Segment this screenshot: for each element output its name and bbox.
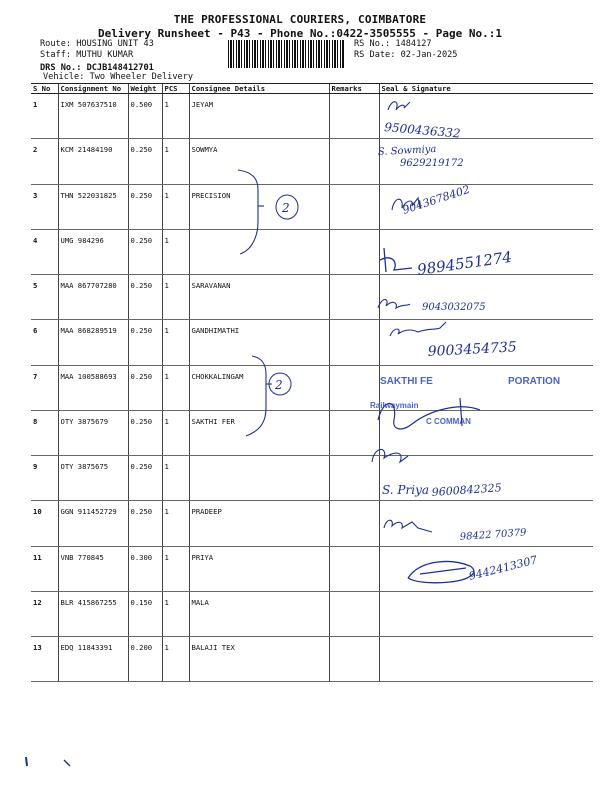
cell-weight: 0.250 bbox=[128, 139, 162, 184]
cell-remarks bbox=[329, 184, 379, 229]
runsheet-table bbox=[31, 83, 593, 682]
cell-remarks bbox=[329, 229, 379, 274]
phone-1: 9500436332 bbox=[383, 120, 462, 141]
cell-consignee: PRIYA bbox=[189, 546, 329, 591]
col-header-sno: S No bbox=[31, 84, 58, 94]
cell-consignment-no: THN 522031825 bbox=[58, 184, 128, 229]
cell-consignee: SARAVANAN bbox=[189, 275, 329, 320]
table-row bbox=[31, 184, 593, 229]
cell-consignment-no: MAA 100588693 bbox=[58, 365, 128, 410]
cell-consignment-no: VNB 770845 bbox=[58, 546, 128, 591]
cell-sno: 2 bbox=[31, 139, 58, 184]
stray-mark-2 bbox=[64, 760, 70, 766]
cell-sno: 9 bbox=[31, 456, 58, 501]
cell-weight: 0.200 bbox=[128, 637, 162, 682]
cell-consignment-no: MAA 867707280 bbox=[58, 275, 128, 320]
cell-remarks bbox=[329, 320, 379, 365]
cell-pcs: 1 bbox=[162, 637, 189, 682]
cell-consignee: SOWMYA bbox=[189, 139, 329, 184]
cell-weight: 0.250 bbox=[128, 410, 162, 455]
cell-pcs: 1 bbox=[162, 229, 189, 274]
cell-signature bbox=[379, 456, 593, 501]
cell-remarks bbox=[329, 591, 379, 636]
cell-remarks bbox=[329, 139, 379, 184]
table-header-row bbox=[31, 84, 593, 94]
rs-number: RS No.: 1484127 bbox=[354, 39, 432, 49]
cell-sno: 12 bbox=[31, 591, 58, 636]
col-header-consignment: Consignment No bbox=[58, 84, 128, 94]
cell-weight: 0.250 bbox=[128, 184, 162, 229]
cell-weight: 0.250 bbox=[128, 365, 162, 410]
cell-consignment-no: MAA 868289519 bbox=[58, 320, 128, 365]
group-mark-1: 2 bbox=[282, 201, 290, 215]
cell-signature bbox=[379, 410, 593, 455]
phone-5: 9894551274 bbox=[416, 247, 514, 279]
name-2: S. Sowmiya bbox=[377, 143, 437, 158]
cell-consignee: SAKTHI FER bbox=[189, 410, 329, 455]
cell-consignment-no: IXM 507637510 bbox=[58, 94, 128, 139]
cell-signature bbox=[379, 229, 593, 274]
cell-consignment-no: UMG 984296 bbox=[58, 229, 128, 274]
cell-consignment-no: OTY 3875679 bbox=[58, 410, 128, 455]
company-title: THE PROFESSIONAL COURIERS, COIMBATORE bbox=[173, 13, 427, 26]
phone-2: 9629219172 bbox=[400, 158, 464, 169]
cell-remarks bbox=[329, 365, 379, 410]
table-row bbox=[31, 320, 593, 365]
cell-consignee: CHOKKALINGAM bbox=[189, 365, 329, 410]
cell-signature bbox=[379, 591, 593, 636]
table-row bbox=[31, 456, 593, 501]
rs-date: RS Date: 02-Jan-2025 bbox=[354, 50, 458, 60]
table-row bbox=[31, 94, 593, 139]
cell-consignee bbox=[189, 456, 329, 501]
phone-6: 9043032075 bbox=[422, 302, 486, 313]
cell-consignment-no: GGN 911452729 bbox=[58, 501, 128, 546]
cell-consignee: PRECISION bbox=[189, 184, 329, 229]
phone-13: 9442413307 bbox=[467, 553, 539, 583]
cell-pcs: 1 bbox=[162, 320, 189, 365]
drs-label: DRS No.: DCJB148412701 bbox=[40, 63, 154, 73]
stray-mark-1 bbox=[26, 757, 27, 766]
cell-pcs: 1 bbox=[162, 275, 189, 320]
runsheet-subtitle: Delivery Runsheet - P43 - Phone No.:0422-3505555 - Page No.:1 bbox=[98, 27, 502, 40]
cell-consignee: PRADEEP bbox=[189, 501, 329, 546]
cell-signature bbox=[379, 501, 593, 546]
cell-sno: 13 bbox=[31, 637, 58, 682]
col-header-consignee: Consignee Details bbox=[189, 84, 329, 94]
cell-pcs: 1 bbox=[162, 546, 189, 591]
seal-line-1b: PORATION bbox=[508, 376, 561, 387]
table-row bbox=[31, 546, 593, 591]
cell-consignment-no: KCM 21484190 bbox=[58, 139, 128, 184]
phone-7: 9003454735 bbox=[427, 339, 518, 360]
barcode bbox=[228, 40, 345, 68]
phone-3: 9043678402 bbox=[400, 182, 472, 217]
cell-signature bbox=[379, 184, 593, 229]
cell-signature bbox=[379, 275, 593, 320]
cell-consignee: BALAJI TEX bbox=[189, 637, 329, 682]
cell-weight: 0.150 bbox=[128, 591, 162, 636]
cell-remarks bbox=[329, 275, 379, 320]
cell-signature bbox=[379, 637, 593, 682]
cell-pcs: 1 bbox=[162, 139, 189, 184]
group-mark-2: 2 bbox=[275, 378, 283, 392]
cell-weight: 0.250 bbox=[128, 275, 162, 320]
seal-line-2: Railwaymain bbox=[370, 401, 419, 410]
cell-weight: 0.250 bbox=[128, 501, 162, 546]
cell-pcs: 1 bbox=[162, 456, 189, 501]
cell-remarks bbox=[329, 456, 379, 501]
cell-remarks bbox=[329, 637, 379, 682]
cell-remarks bbox=[329, 410, 379, 455]
table-row bbox=[31, 501, 593, 546]
cell-consignment-no: EDQ 11843391 bbox=[58, 637, 128, 682]
cell-sno: 3 bbox=[31, 184, 58, 229]
name-11: S. Priya bbox=[382, 483, 430, 497]
seal-line-1: SAKTHI FE bbox=[380, 376, 433, 387]
cell-sno: 11 bbox=[31, 546, 58, 591]
cell-consignee: GANDHIMATHI bbox=[189, 320, 329, 365]
cell-pcs: 1 bbox=[162, 94, 189, 139]
table-row bbox=[31, 365, 593, 410]
seal-line-3: C COMMAN bbox=[426, 417, 471, 426]
cell-remarks bbox=[329, 501, 379, 546]
cell-signature bbox=[379, 546, 593, 591]
col-header-pcs: PCS bbox=[162, 84, 189, 94]
cell-signature bbox=[379, 320, 593, 365]
cell-consignee bbox=[189, 229, 329, 274]
table-row bbox=[31, 410, 593, 455]
col-header-weight: Weight bbox=[128, 84, 162, 94]
staff-label: Staff: MUTHU KUMAR bbox=[40, 50, 134, 60]
cell-pcs: 1 bbox=[162, 501, 189, 546]
cell-sno: 5 bbox=[31, 275, 58, 320]
cell-consignee: JEYAM bbox=[189, 94, 329, 139]
cell-consignment-no: OTY 3875675 bbox=[58, 456, 128, 501]
cell-consignee: MALA bbox=[189, 591, 329, 636]
cell-pcs: 1 bbox=[162, 410, 189, 455]
table-row bbox=[31, 229, 593, 274]
route-label: Route: HOUSING UNIT 43 bbox=[40, 39, 154, 49]
cell-sno: 7 bbox=[31, 365, 58, 410]
cell-sno: 6 bbox=[31, 320, 58, 365]
table-row bbox=[31, 591, 593, 636]
col-header-remarks: Remarks bbox=[329, 84, 379, 94]
cell-weight: 0.300 bbox=[128, 546, 162, 591]
table-row bbox=[31, 139, 593, 184]
cell-signature bbox=[379, 139, 593, 184]
cell-consignment-no: BLR 415867255 bbox=[58, 591, 128, 636]
cell-weight: 0.250 bbox=[128, 229, 162, 274]
cell-remarks bbox=[329, 546, 379, 591]
cell-pcs: 1 bbox=[162, 184, 189, 229]
table-row bbox=[31, 637, 593, 682]
cell-sno: 8 bbox=[31, 410, 58, 455]
col-header-signature: Seal & Signature bbox=[379, 84, 593, 94]
cell-sno: 1 bbox=[31, 94, 58, 139]
cell-weight: 0.250 bbox=[128, 456, 162, 501]
table-row bbox=[31, 275, 593, 320]
cell-sno: 4 bbox=[31, 229, 58, 274]
cell-remarks bbox=[329, 94, 379, 139]
cell-sno: 10 bbox=[31, 501, 58, 546]
cell-signature bbox=[379, 365, 593, 410]
cell-signature bbox=[379, 94, 593, 139]
cell-pcs: 1 bbox=[162, 591, 189, 636]
phone-11: 9600842325 bbox=[431, 481, 503, 499]
cell-pcs: 1 bbox=[162, 365, 189, 410]
vehicle-label: Vehicle: Two Wheeler Delivery bbox=[43, 72, 194, 82]
cell-weight: 0.500 bbox=[128, 94, 162, 139]
cell-weight: 0.250 bbox=[128, 320, 162, 365]
phone-12: 98422 70379 bbox=[459, 527, 527, 543]
